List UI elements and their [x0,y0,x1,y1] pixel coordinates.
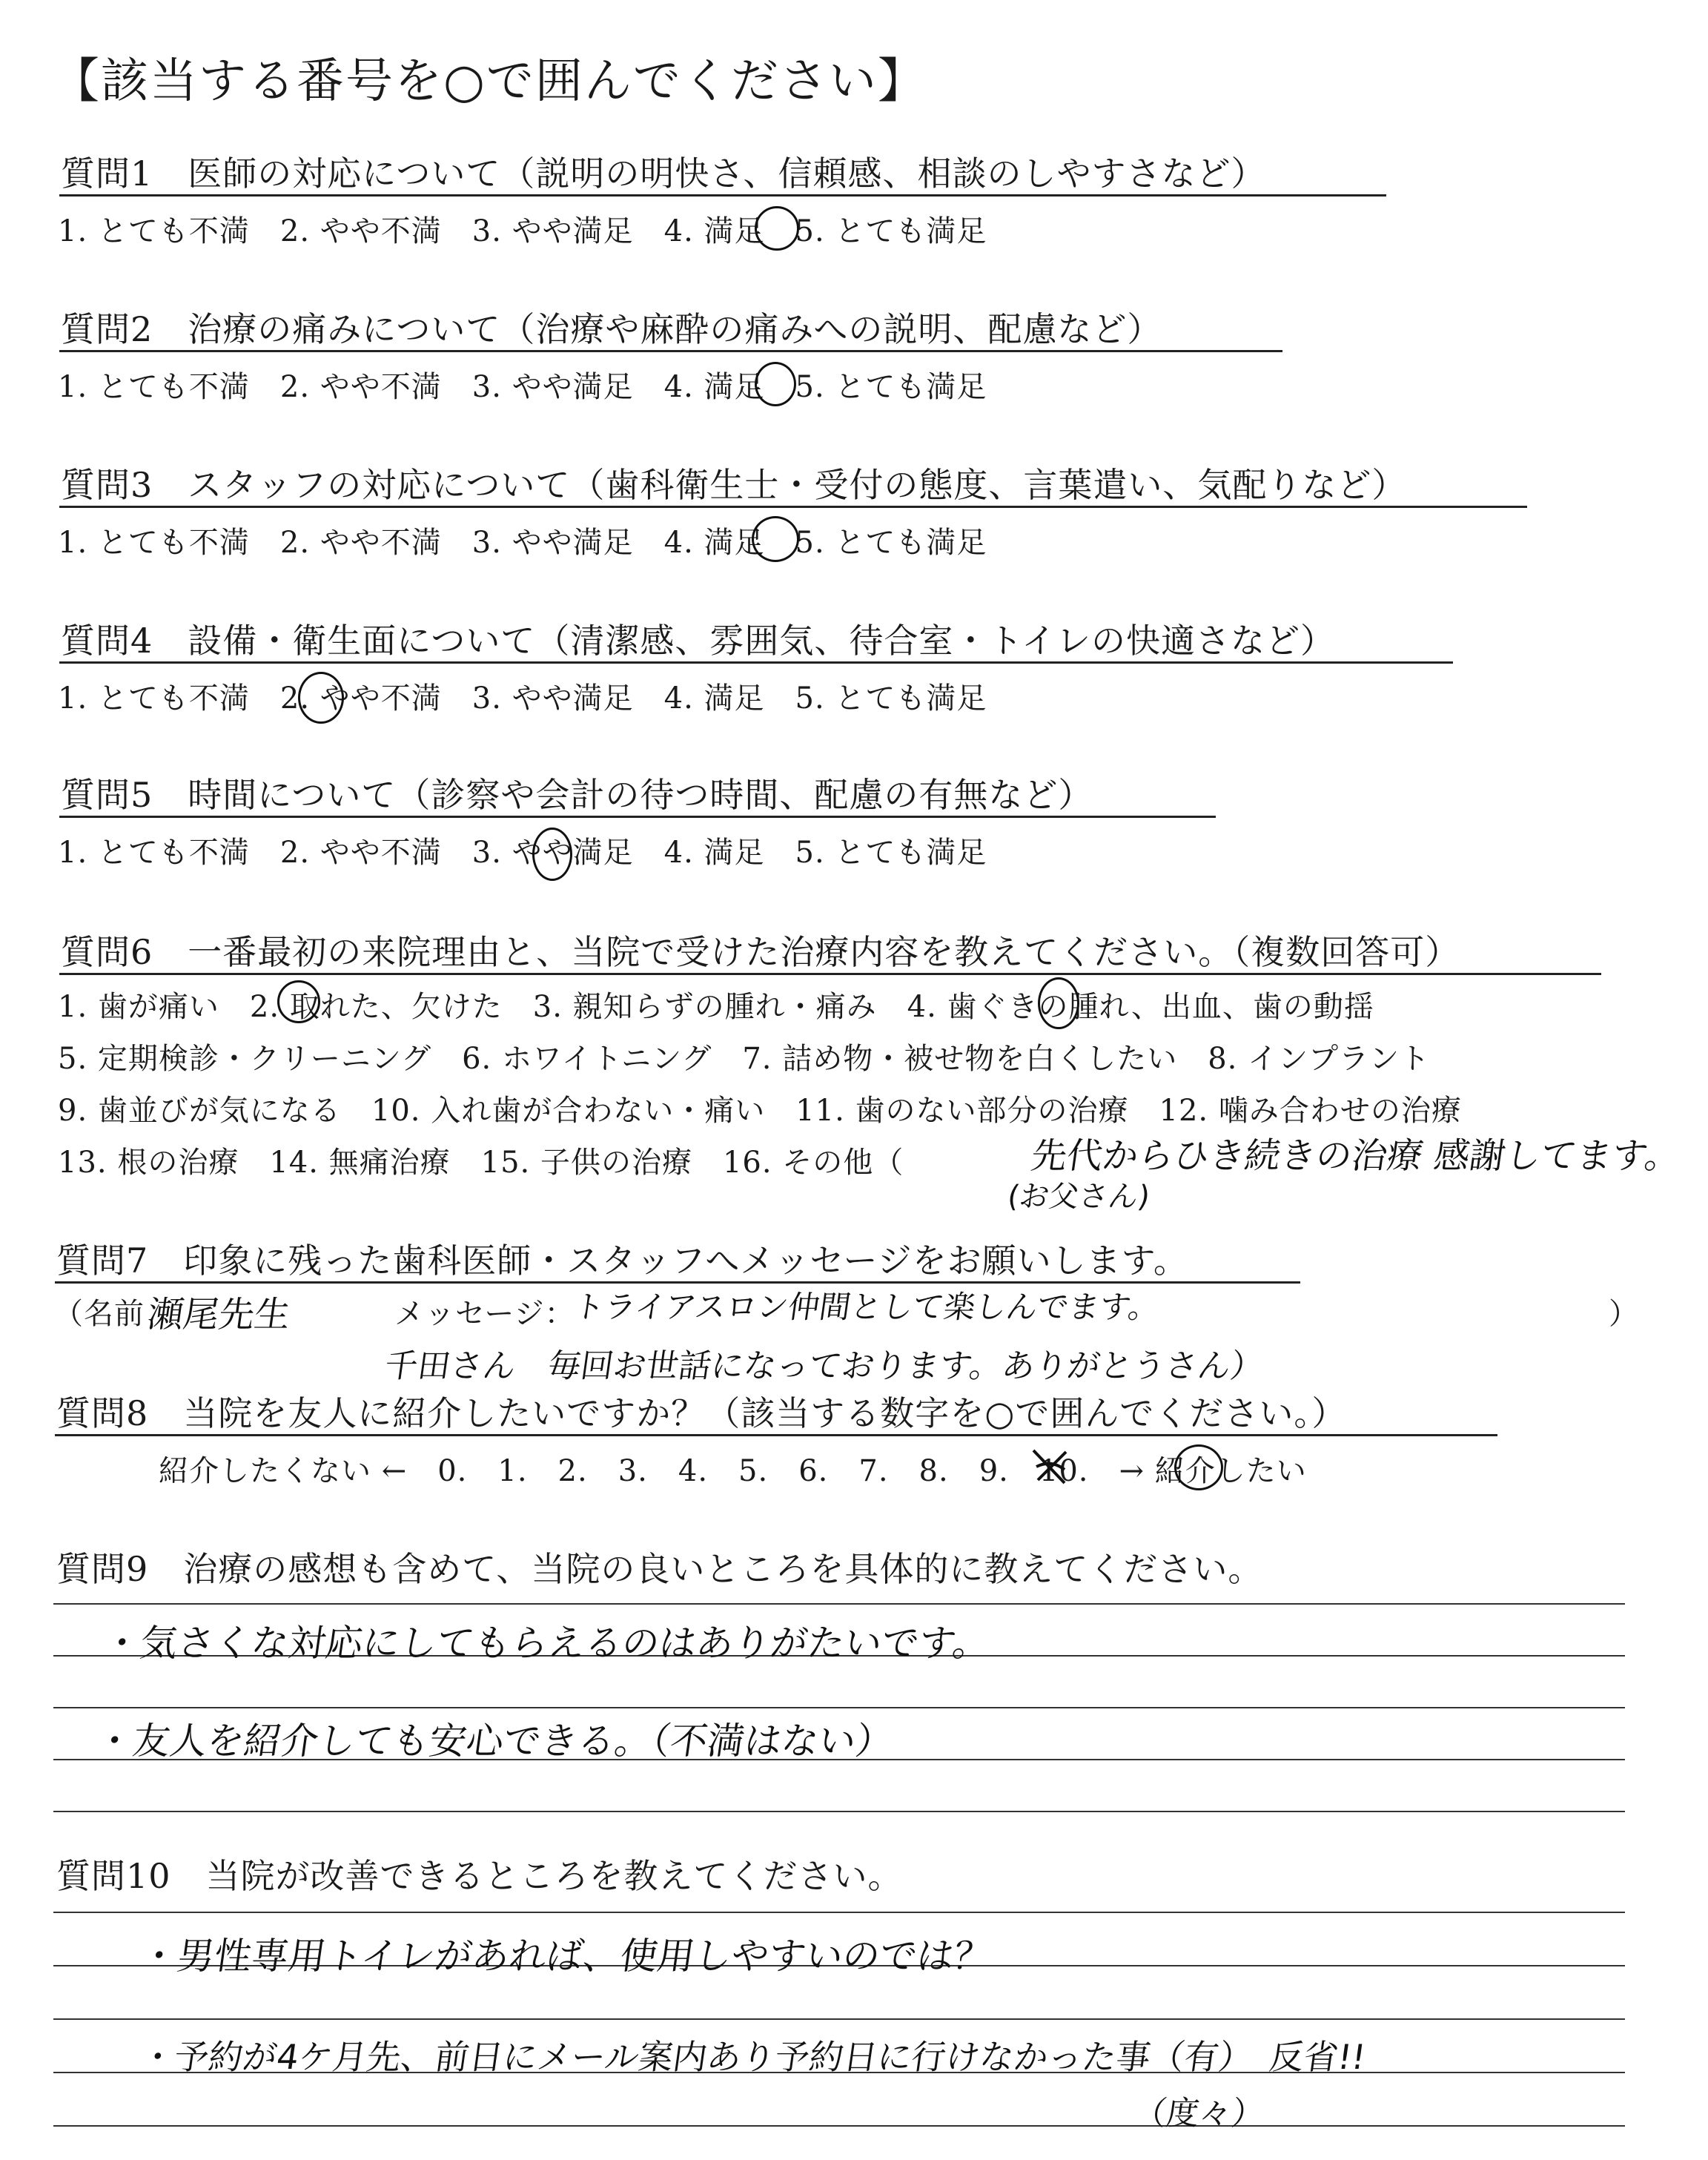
question-8-title: 質問8 当院を友人に紹介したいですか？（該当する数字を○で囲んでください。） [56,1393,1347,1433]
answer-rule [53,1811,1625,1812]
question-10-title: 質問10 当院が改善できるところを教えてください。 [56,1856,903,1896]
answer-rule [53,2125,1625,2127]
question-6-other-answer: 先代からひき続きの治療 感謝してます。 [1028,1135,1684,1177]
answer-rule [53,1603,1625,1605]
question-7-message-label: メッセージ： [394,1297,575,1331]
answer-circle [277,980,320,1023]
question-9-answer-1: ・気さくな対応にしてもらえるのはありがたいです。 [100,1622,993,1665]
question-6-options-row-3: 9. 歯並びが気になる 10. 入れ歯が合わない・痛い 11. 歯のない部分の治療 12. 噛み合わせの治療 [58,1094,1462,1128]
question-2-underline [59,350,1282,352]
question-5-underline [59,816,1216,818]
question-7-name-value: 瀬尾先生 [145,1294,294,1335]
answer-circle [298,672,344,724]
answer-circle [1038,977,1079,1029]
question-7-message-value: トライアスロン仲間として楽しんでます。 [571,1289,1162,1325]
question-4-underline [59,661,1453,664]
answer-circle [755,206,799,251]
question-1-options: 1. とても不満 2. やや不満 3. やや満足 4. 満足 5. とても満足 [58,214,987,248]
question-6-title: 質問6 一番最初の来院理由と、当院で受けた治療内容を教えてください。（複数回答可） [61,932,1460,972]
question-1-underline [59,194,1386,196]
page-title: 【該当する番号を○で囲んでください】 [52,54,927,109]
question-7-title: 質問7 印象に残った歯科医師・スタッフへメッセージをお願いします。 [56,1241,1188,1281]
question-5-options: 1. とても不満 2. やや不満 3. やや満足 4. 満足 5. とても満足 [58,836,987,870]
question-10-answer-2: ・予約が4ケ月先、前日にメール案内あり予約日に行けなかった事（有） 反省!! [137,2037,1368,2077]
question-4-options: 1. とても不満 2. やや不満 3. やや満足 4. 満足 5. とても満足 [58,681,987,716]
question-7-name-label: （名前 [53,1297,145,1331]
question-3-title: 質問3 スタッフの対応について（歯科衛生士・受付の態度、言葉遣い、気配りなど） [61,465,1407,505]
question-10-note: （度々） [1131,2095,1267,2133]
question-6-other-answer-note: (お父さん) [1005,1180,1152,1214]
question-4-title: 質問4 設備・衛生面について（清潔感、雰囲気、待合室・トイレの快適さなど） [61,621,1336,661]
answer-circle [755,362,796,406]
crossed-out-mark [1029,1444,1070,1489]
answer-circle [532,828,572,881]
answer-circle [752,516,799,562]
question-6-options-row-1: 1. 歯が痛い 2. 取れた、欠けた 3. 親知らずの腫れ・痛み 4. 歯ぐきの腫れ、出血、歯の動揺 [58,990,1374,1024]
question-7-close-paren: ） [1609,1297,1639,1331]
answer-rule [53,1707,1625,1708]
question-8-underline [55,1434,1497,1436]
question-3-underline [59,506,1527,508]
question-1-title: 質問1 医師の対応について（説明の明快さ、信頼感、相談のしやすさなど） [61,153,1266,194]
question-5-title: 質問5 時間について（診察や会計の待つ時間、配慮の有無など） [61,775,1093,815]
question-8-scale: 紹介したくない ← 0. 1. 2. 3. 4. 5. 6. 7. 8. 9. 10. → 紹介したい [159,1454,1307,1488]
question-7-extra-message: 千田さん 毎回お世話になっております。ありがとうさん） [382,1347,1266,1385]
answer-rule [53,2018,1625,2020]
question-9-title: 質問9 治療の感想も含めて、当院の良いところを具体的に教えてください。 [56,1549,1263,1589]
question-6-options-row-4: 13. 根の治療 14. 無痛治療 15. 子供の治療 16. その他（ [58,1146,904,1180]
question-6-options-row-2: 5. 定期検診・クリーニング 6. ホワイトニング 7. 詰め物・被せ物を白くしたい 8. インプラント [58,1042,1431,1076]
question-9-answer-2: ・友人を紹介しても安心できる。（不満はない） [93,1720,896,1763]
question-3-options: 1. とても不満 2. やや不満 3. やや満足 4. 満足 5. とても満足 [58,526,987,560]
answer-rule [53,1912,1625,1913]
question-2-title: 質問2 治療の痛みについて（治療や麻酔の痛みへの説明、配慮など） [61,309,1162,349]
question-6-underline [59,973,1601,975]
answer-circle [1174,1444,1223,1490]
question-2-options: 1. とても不満 2. やや不満 3. やや満足 4. 満足 5. とても満足 [58,370,987,404]
question-10-answer-1: ・男性専用トイレがあれば、使用しやすいのでは？ [137,1935,995,1978]
